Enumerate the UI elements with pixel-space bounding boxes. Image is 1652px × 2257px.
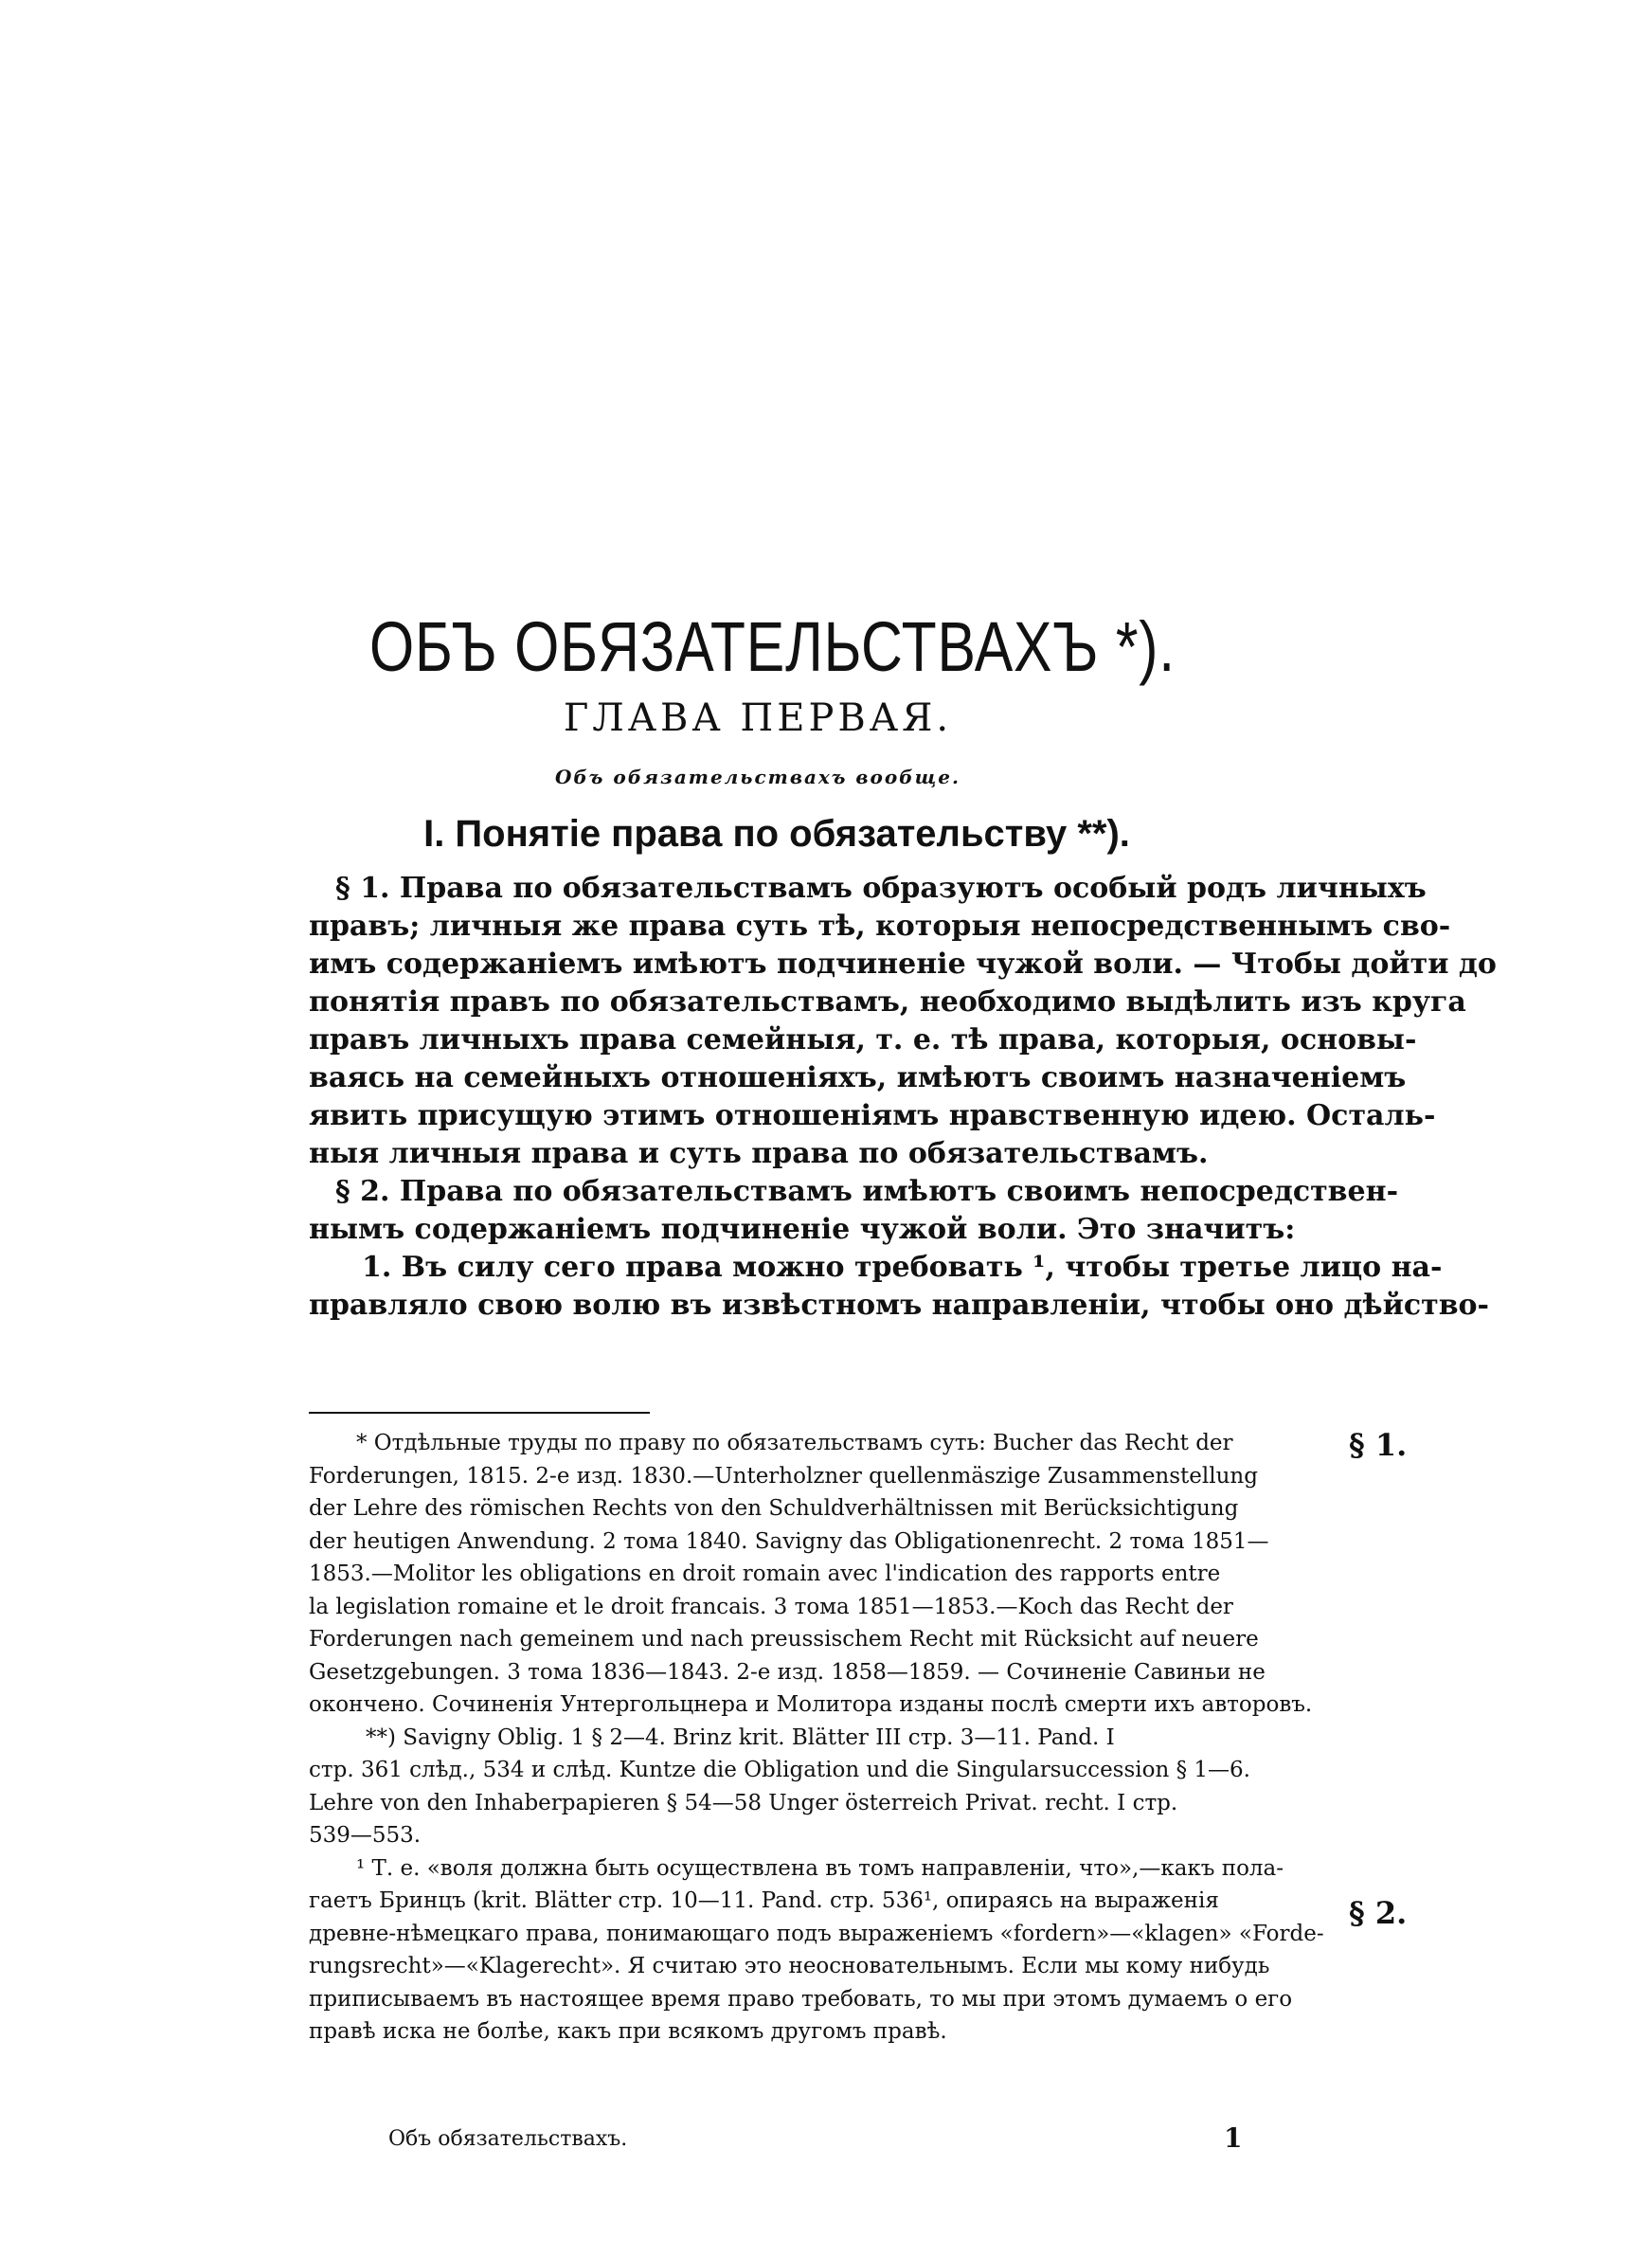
body-line: нымъ содержаніемъ подчиненіе чужой воли. Это значитъ: [309, 1213, 1296, 1246]
body-line: имъ содержаніемъ имѣютъ подчиненіе чужой воли. — Чтобы дойти до [309, 948, 1497, 981]
footnote-line: der heutigen Anwendung. 2 тома 1840. Savigny das Obligationenrecht. 2 тома 1851— [309, 1528, 1269, 1554]
footnote-line: древне-нѣмецкаго права, понимающаго подъ выраженіемъ «fordern»—«klagen» «Forde- [309, 1921, 1324, 1946]
section-heading: I. Понятіе права по обязательству **). [423, 813, 1130, 855]
footnote-line: * Отдѣльные труды по праву по обязательствамъ суть: Bucher das Recht der [356, 1431, 1233, 1455]
footnote-separator [309, 1412, 650, 1414]
footnote-line: Forderungen nach gemeinem und nach preussischem Recht mit Rücksicht auf neuere [309, 1627, 1259, 1652]
page-title: ОБЪ ОБЯЗАТЕЛЬСТВАХЪ *). [369, 607, 1176, 686]
chapter-heading: ГЛАВА ПЕРВАЯ. [563, 696, 953, 740]
footnote-line: der Lehre des römischen Rechts von den Schuldverhältnissen mit Berücksichtigung [309, 1496, 1239, 1521]
body-line: правляло свою волю въ извѣстномъ направленіи, чтобы оно дѣйство- [309, 1289, 1490, 1322]
footnote-line: Forderungen, 1815. 2-е изд. 1830.—Unterholzner quellenmäszige Zusammenstellung [309, 1463, 1258, 1489]
body-line: явить присущую этимъ отношеніямъ нравственную идею. Осталь- [309, 1099, 1436, 1132]
body-line: ваясь на семейныхъ отношеніяхъ, имѣютъ своимъ назначеніемъ [309, 1061, 1407, 1094]
body-text [309, 870, 1497, 1325]
footnote-line: окончено. Сочиненія Унтергольцнера и Молитора изданы послѣ смерти ихъ авторовъ. [309, 1692, 1313, 1717]
footnote-line: la legislation romaine et le droit francais. 3 тома 1851—1853.—Koch das Recht der [309, 1594, 1233, 1619]
body-line: правъ; личныя же права суть тѣ, которыя непосредственнымъ сво- [309, 910, 1451, 943]
body-line: понятія правъ по обязательствамъ, необходимо выдѣлить изъ круга [309, 985, 1466, 1019]
footnote-line: 1853.—Molitor les obligations en droit romain avec l'indication des rapports entre [309, 1562, 1221, 1586]
footer-signature-label: Объ обязательствахъ. [388, 2127, 628, 2151]
chapter-subject: Объ обязательствахъ вообще. [554, 766, 961, 788]
body-line: ныя личныя права и суть права по обязательствамъ. [309, 1137, 1209, 1170]
page-number: 1 [1224, 2122, 1243, 2154]
footnote-line: **) Savigny Oblig. 1 § 2—4. Brinz krit. Blätter III стр. 3—11. Pand. I [366, 1724, 1115, 1750]
body-line: § 1. Права по обязательствамъ образуютъ особый родъ личныхъ [335, 872, 1427, 905]
body-line: § 2. Права по обязательствамъ имѣютъ своимъ непосредствен- [335, 1175, 1399, 1208]
footnote-line: гаетъ Бринцъ (krit. Blätter стр. 10—11. Pand. стр. 536¹, опираясь на выраженія [309, 1888, 1219, 1913]
footnote-line: 539—553. [309, 1823, 422, 1848]
footnotes [309, 1427, 1332, 2049]
footnote-line: стр. 361 слѣд., 534 и слѣд. Kuntze die Obligation und die Singularsuccession § 1—6. [309, 1758, 1250, 1782]
body-line: 1. Въ силу сего права можно требовать ¹, чтобы третье лицо на- [362, 1251, 1443, 1284]
footnote-line: приписываемъ въ настоящее время право требовать, то мы при этомъ думаемъ о его [309, 1986, 1293, 2012]
body-line: правъ личныхъ права семейныя, т. е. тѣ права, которыя, основы- [309, 1023, 1417, 1056]
footnote-line: правѣ иска не болѣе, какъ при всякомъ другомъ правѣ. [309, 2019, 947, 2044]
footnote-line: rungsrecht»—«Klagerecht». Я считаю это неосновательнымъ. Если мы кому нибудь [309, 1954, 1270, 1978]
footnote-line: Gesetzgebungen. 3 тома 1836—1843. 2-е изд. 1858—1859. — Сочиненіе Савиньи не [309, 1659, 1266, 1685]
margin-note-section-1: § 1. [1349, 1427, 1408, 1463]
footnote-line: ¹ Т. е. «воля должна быть осуществлена въ томъ направленіи, что»,—какъ пола- [356, 1855, 1284, 1881]
margin-note-section-2: § 2. [1349, 1895, 1408, 1931]
footnote-line: Lehre von den Inhaberpapieren § 54—58 Unger österreich Privat. recht. I стр. [309, 1790, 1178, 1815]
